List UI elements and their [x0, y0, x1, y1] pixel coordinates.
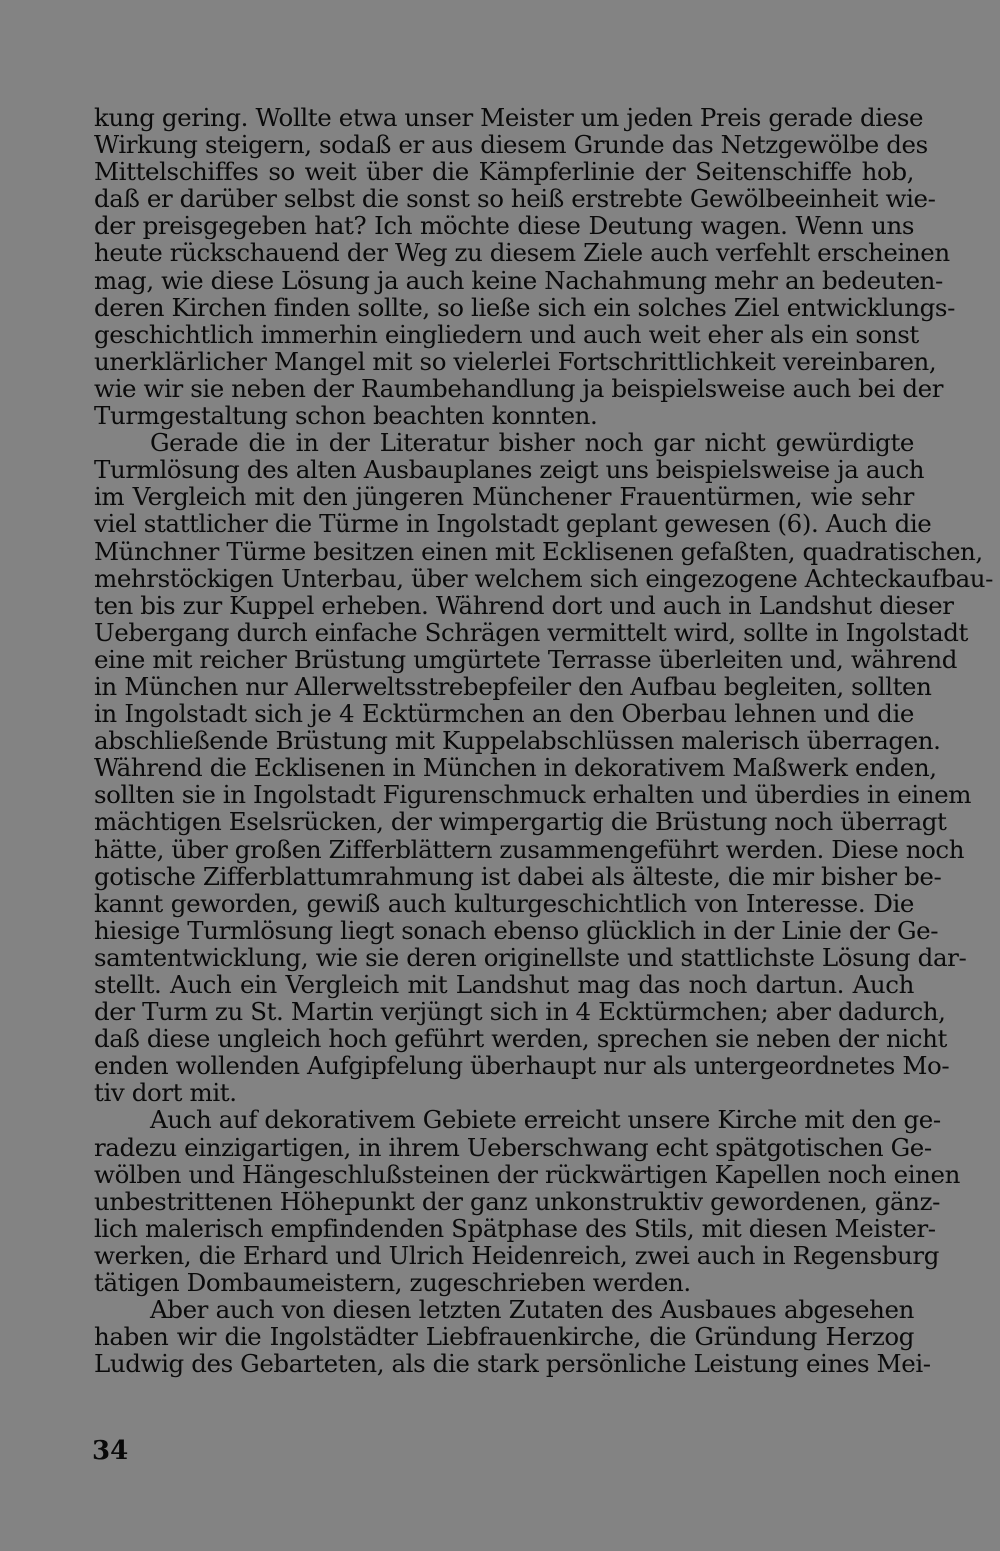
paragraph — [94, 103, 955, 431]
text-line: kung gering. Wollte etwa unser Meister um jeden Preis gerade diese — [94, 103, 924, 132]
text-line: tätigen Dombaumeistern, zugeschrieben werden. — [94, 1268, 691, 1298]
text-line: lich malerisch empfindenden Spätphase des Stils, mit diesen Meister- — [94, 1213, 936, 1243]
text-line: Turmgestaltung schon beachten konnten. — [94, 401, 598, 431]
text-line: in München nur Allerweltsstrebepfeiler den Aufbau begleiten, sollten — [94, 671, 932, 701]
text-line: heute rückschauend der Weg zu diesem Ziele auch verfehlt erscheinen — [94, 238, 950, 268]
paragraph — [94, 1105, 961, 1298]
text-line: Ludwig des Gebarteten, als die stark persönliche Leistung eines Mei- — [94, 1349, 931, 1379]
paragraph — [94, 428, 994, 1108]
body-text — [94, 103, 994, 1379]
text-line: Gerade die in der Literatur bisher noch gar nicht gewürdigte — [150, 428, 914, 458]
text-line: enden wollenden Aufgipfelung überhaupt nur als untergeordnetes Mo- — [94, 1051, 950, 1081]
text-line: mehrstöckigen Unterbau, über welchem sich eingezogene Achteckaufbau- — [94, 563, 994, 593]
text-line: sollten sie in Ingolstadt Figurenschmuck erhalten und überdies in einem — [94, 780, 972, 810]
paragraph — [94, 1295, 931, 1379]
page-number: 34 — [92, 1436, 129, 1466]
text-line: wie wir sie neben der Raumbehandlung ja beispielsweise auch bei der — [94, 373, 944, 403]
text-line: werken, die Erhard und Ulrich Heidenreich, zwei auch in Regensburg — [94, 1240, 940, 1270]
text-line: hätte, über großen Zifferblättern zusammengeführt werden. Diese noch — [94, 834, 965, 864]
text-line: daß diese ungleich hoch geführt werden, sprechen sie neben der nicht — [94, 1024, 947, 1054]
text-line: Wirkung steigern, sodaß er aus diesem Grunde das Netzgewölbe des — [94, 130, 928, 160]
text-line: Auch auf dekorativem Gebiete erreicht unsere Kirche mit den ge- — [150, 1105, 941, 1135]
text-line: daß er darüber selbst die sonst so heiß erstrebte Gewölbeeinheit wie- — [94, 184, 936, 214]
text-line: wölben und Hängeschlußsteinen der rückwärtigen Kapellen noch einen — [94, 1159, 961, 1189]
text-line: Turmlösung des alten Ausbauplanes zeigt uns beispielsweise ja auch — [94, 455, 925, 485]
text-line: eine mit reicher Brüstung umgürtete Terrasse überleiten und, während — [94, 644, 958, 674]
text-line: viel stattlicher die Türme in Ingolstadt geplant gewesen (6). Auch die — [94, 509, 932, 539]
text-line: gotische Zifferblattumrahmung ist dabei als älteste, die mir bisher be- — [94, 861, 942, 891]
text-line: Uebergang durch einfache Schrägen vermittelt wird, sollte in Ingolstadt — [94, 617, 968, 647]
text-line: mächtigen Eselsrücken, der wimpergartig die Brüstung noch überragt — [94, 807, 947, 837]
text-line: geschichtlich immerhin eingliedern und auch weit eher als ein sonst — [94, 319, 919, 349]
text-line: Während die Ecklisenen in München in dekorativem Maßwerk enden, — [94, 753, 937, 783]
text-line: Aber auch von diesen letzten Zutaten des Ausbaues abgesehen — [150, 1295, 914, 1325]
text-line: kannt geworden, gewiß auch kulturgeschichtlich von Interesse. Die — [94, 888, 914, 918]
text-line: mag, wie diese Lösung ja auch keine Nachahmung mehr an bedeuten- — [94, 265, 943, 295]
text-line: abschließende Brüstung mit Kuppelabschlüssen malerisch überragen. — [94, 726, 941, 756]
text-line: der Turm zu St. Martin verjüngt sich in 4 Ecktürmchen; aber dadurch, — [94, 997, 946, 1027]
text-line: stellt. Auch ein Vergleich mit Landshut mag das noch dartun. Auch — [94, 970, 914, 999]
text-line: Münchner Türme besitzen einen mit Ecklisenen gefaßten, quadratischen, — [94, 536, 983, 566]
text-line: im Vergleich mit den jüngeren Münchener Frauentürmen, wie sehr — [94, 482, 914, 512]
text-line: unerklärlicher Mangel mit so vielerlei Fortschrittlichkeit vereinbaren, — [94, 346, 937, 376]
text-line: deren Kirchen finden sollte, so ließe sich ein solches Ziel entwicklungs- — [94, 292, 955, 322]
text-line: Mittelschiffes so weit über die Kämpferlinie der Seitenschiffe hob, — [94, 157, 914, 187]
text-line: radezu einzigartigen, in ihrem Ueberschwang echt spätgotischen Ge- — [94, 1132, 932, 1162]
text-line: tiv dort mit. — [94, 1078, 237, 1108]
text-line: der preisgegeben hat? Ich möchte diese Deutung wagen. Wenn uns — [94, 211, 914, 241]
text-line: in Ingolstadt sich je 4 Ecktürmchen an den Oberbau lehnen und die — [94, 699, 914, 729]
text-line: hiesige Turmlösung liegt sonach ebenso glücklich in der Linie der Ge- — [94, 915, 939, 945]
text-line: unbestrittenen Höhepunkt der ganz unkonstruktiv gewordenen, gänz- — [94, 1186, 940, 1216]
text-line: samtentwicklung, wie sie deren originellste und stattlichste Lösung dar- — [94, 942, 967, 972]
text-line: ten bis zur Kuppel erheben. Während dort und auch in Landshut dieser — [94, 590, 954, 620]
text-line: haben wir die Ingolstädter Liebfrauenkirche, die Gründung Herzog — [94, 1322, 914, 1352]
